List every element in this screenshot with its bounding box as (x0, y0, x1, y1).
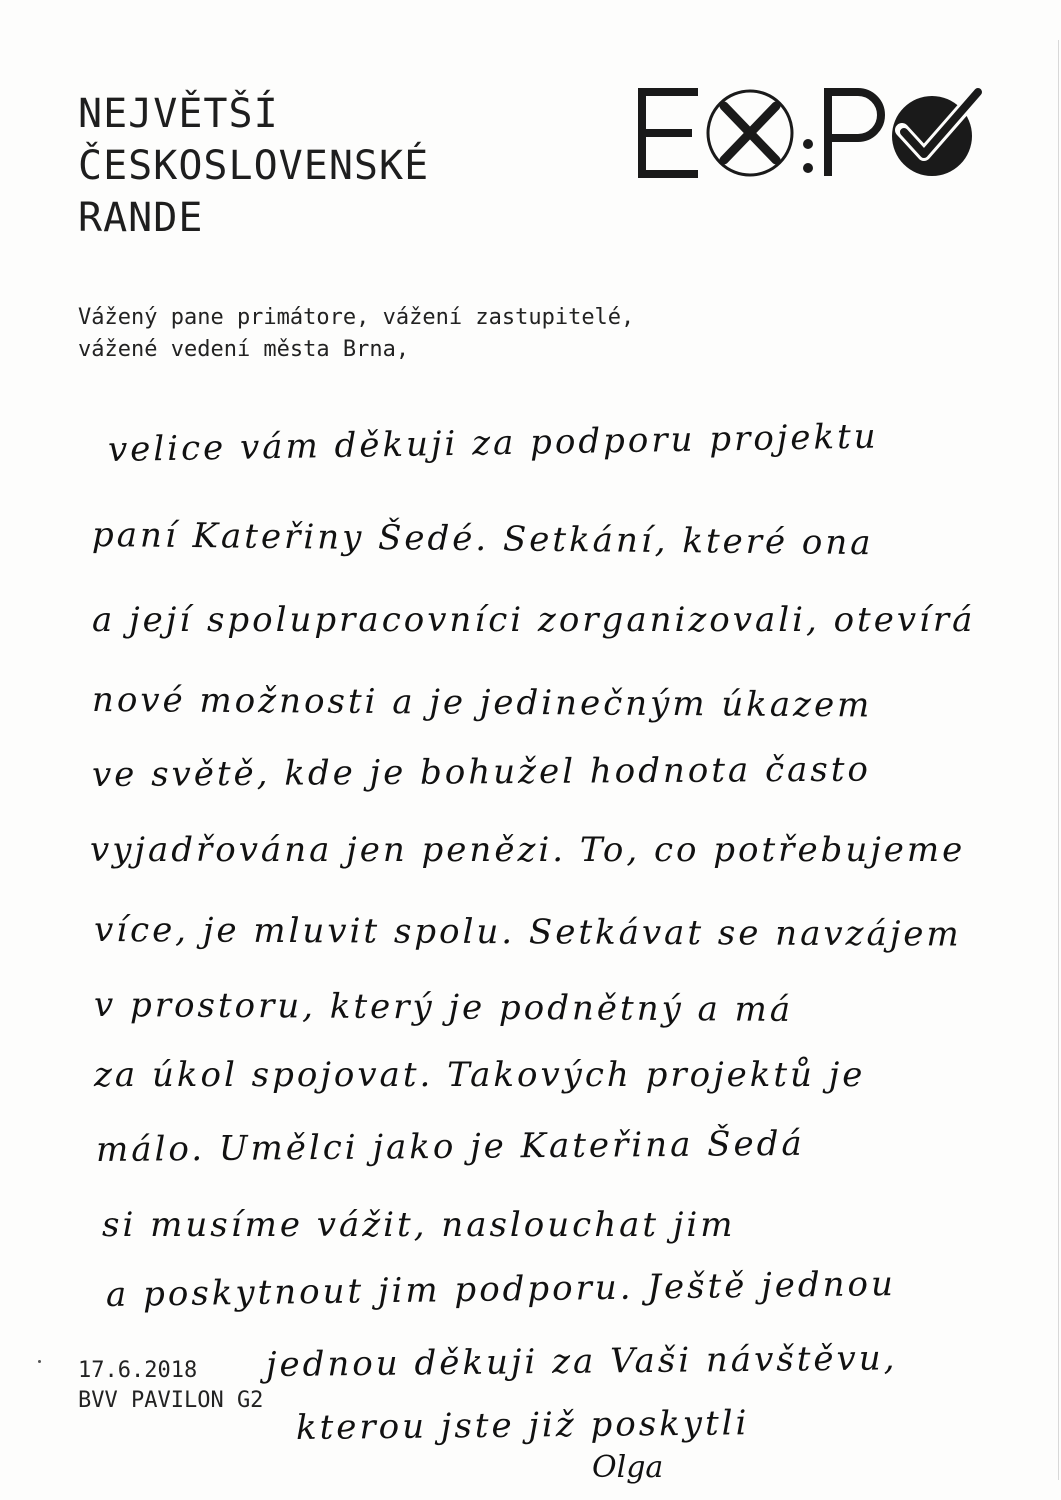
handwritten-line-12: a poskytnout jim podporu. Ještě jednou (105, 1263, 897, 1315)
salutation (78, 302, 634, 366)
salutation-line-2: vážené vedení města Brna, (78, 337, 410, 362)
handwritten-line-9: za úkol spojovat. Takových projektů je (94, 1055, 866, 1095)
logo-letter-e (638, 92, 698, 174)
handwritten-line-1: velice vám děkuji za podporu projektu (107, 416, 879, 470)
scan-edge-line (1058, 40, 1059, 1480)
handwritten-line-8: v prostoru, který je podnětný a má (93, 985, 794, 1030)
event-title-line-2: ČESKOSLOVENSKÉ (78, 143, 430, 189)
handwritten-line-10: málo. Umělci jako je Kateřina Šedá (95, 1123, 805, 1170)
handwritten-line-4: nové možnosti a je jedinečným úkazem (91, 680, 873, 726)
handwritten-signature: Olga (592, 1450, 664, 1485)
handwritten-line-5: ve světě, kde je bohužel hodnota často (91, 749, 872, 795)
logo-colon (803, 139, 813, 173)
event-title (78, 88, 429, 244)
checkmark-in-circle-icon (892, 90, 980, 176)
handwritten-line-2: paní Kateřiny Šedé. Setkání, které ona (91, 515, 874, 564)
handwritten-line-14: kterou jste již poskytli (295, 1403, 750, 1448)
x-in-circle-icon (708, 91, 792, 175)
handwritten-line-7: více, je mluvit spolu. Setkávat se navzájem (93, 910, 962, 955)
salutation-line-1: Vážený pane primátore, vážení zastupitelé, (78, 305, 635, 330)
scan-speck (38, 1360, 41, 1363)
handwritten-line-3: a její spolupracovníci zorganizovali, otevírá (92, 600, 976, 640)
handwritten-line-13: jednou děkuji za Vaši návštěvu, (265, 1338, 898, 1385)
handwritten-line-6: vyjadřována jen penězi. To, co potřebujeme (90, 830, 966, 870)
event-date: 17.6.2018 (78, 1358, 198, 1383)
expo-logo (636, 84, 986, 184)
handwritten-line-11: si musíme vážit, naslouchat jim (102, 1205, 736, 1245)
event-title-line-1: NEJVĚTŠÍ (78, 91, 279, 137)
event-location: BVV PAVILON G2 (78, 1388, 264, 1413)
event-footer (78, 1356, 263, 1416)
event-title-line-3: RANDE (78, 195, 204, 241)
logo-letter-p (824, 92, 881, 176)
